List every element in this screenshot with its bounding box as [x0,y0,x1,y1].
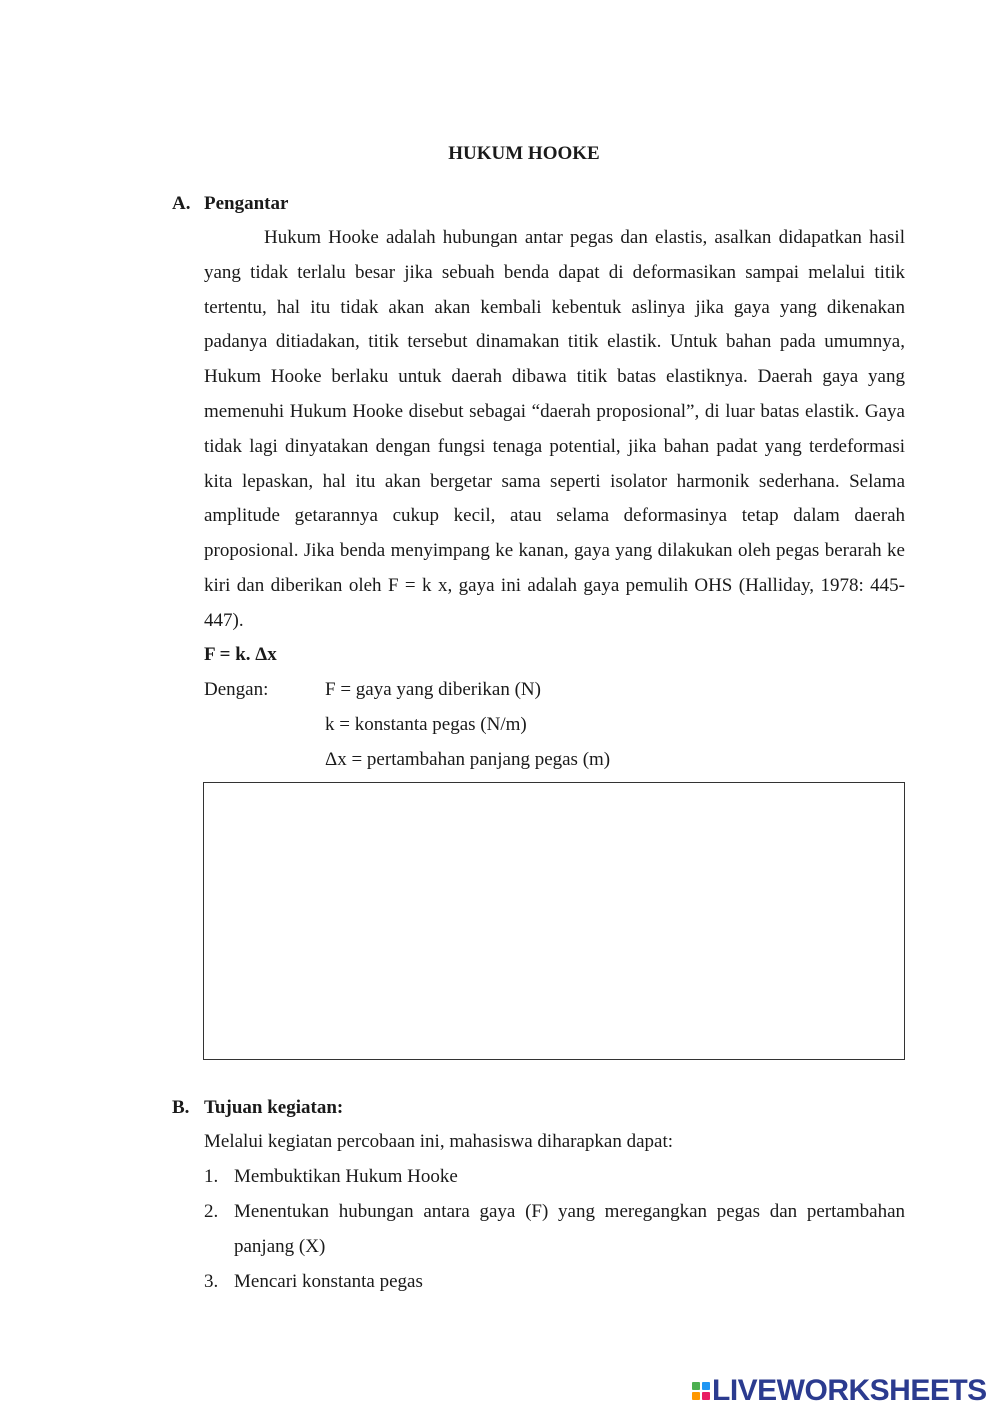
logo-text: LIVEWORKSHEETS [712,1374,987,1407]
section-b-title: Tujuan kegiatan: [204,1097,344,1118]
document-title: HUKUM HOOKE [448,143,600,164]
objective-item [204,1264,905,1299]
where-label: Dengan: [204,679,269,700]
objective-number: 2. [204,1201,219,1222]
objective-number: 3. [204,1271,219,1292]
logo-square-icon [702,1392,710,1400]
section-a-heading [172,192,288,216]
logo-square-icon [692,1392,700,1400]
hooke-formula: F = k. Δx [204,644,277,665]
logo-square-icon [692,1382,700,1390]
liveworksheets-logo [692,1374,987,1408]
section-b-letter: B. [172,1097,190,1118]
objective-text: Mencari konstanta pegas [234,1271,423,1292]
logo-mark-icon [692,1382,710,1400]
logo-square-icon [702,1382,710,1390]
objective-item [204,1194,905,1264]
definition-constant: k = konstanta pegas (N/m) [325,714,527,735]
objectives-intro: Melalui kegiatan percobaan ini, mahasiswa diharapkan dapat: [204,1131,674,1152]
objective-item [204,1159,905,1194]
objective-text: Membuktikan Hukum Hooke [234,1166,458,1187]
objective-text: Menentukan hubungan antara gaya (F) yang meregangkan pegas dan pertambahan panjang (X) [234,1201,905,1257]
section-a-title: Pengantar [204,193,289,214]
image-placeholder-box [203,782,905,1060]
objective-number: 1. [204,1166,219,1187]
section-b-heading [172,1096,343,1120]
definition-force: F = gaya yang diberikan (N) [325,679,541,700]
introduction-paragraph: Hukum Hooke adalah hubungan antar pegas dan elastis, asalkan didapatkan hasil yang tidak terlalu besar jika sebuah benda dapat di deformasikan sampai melalui titik tertentu, hal itu tidak akan akan kembali kebentuk aslinya jika gaya yang dikenakan padanya ditiadakan, titik tersebut dinamakan titik elastik. Untuk bahan pada umumnya, Hukum Hooke berlaku untuk daerah dibawa titik batas elastiknya. Daerah gaya yang memenuhi Hukum Hooke disebut sebagai “daerah proposional”, di luar batas elastik. Gaya tidak lagi dinyatakan dengan fungsi tenaga potential, jika bahan padat yang terdeformasi kita lepaskan, hal itu akan bergetar sama seperti isolator harmonik sederhana. Selama amplitude getarannya cukup kecil, atau selama deformasinya tetap dalam daerah proposional. Jika benda menyimpang ke kanan, gaya yang dilakukan oleh pegas berarah ke kiri dan diberikan oleh F = k x, gaya ini adalah gaya pemulih OHS (Halliday, 1978: 445-447). [204,227,905,631]
definition-elongation: Δx = pertambahan panjang pegas (m) [325,749,611,770]
section-a-letter: A. [172,193,191,214]
